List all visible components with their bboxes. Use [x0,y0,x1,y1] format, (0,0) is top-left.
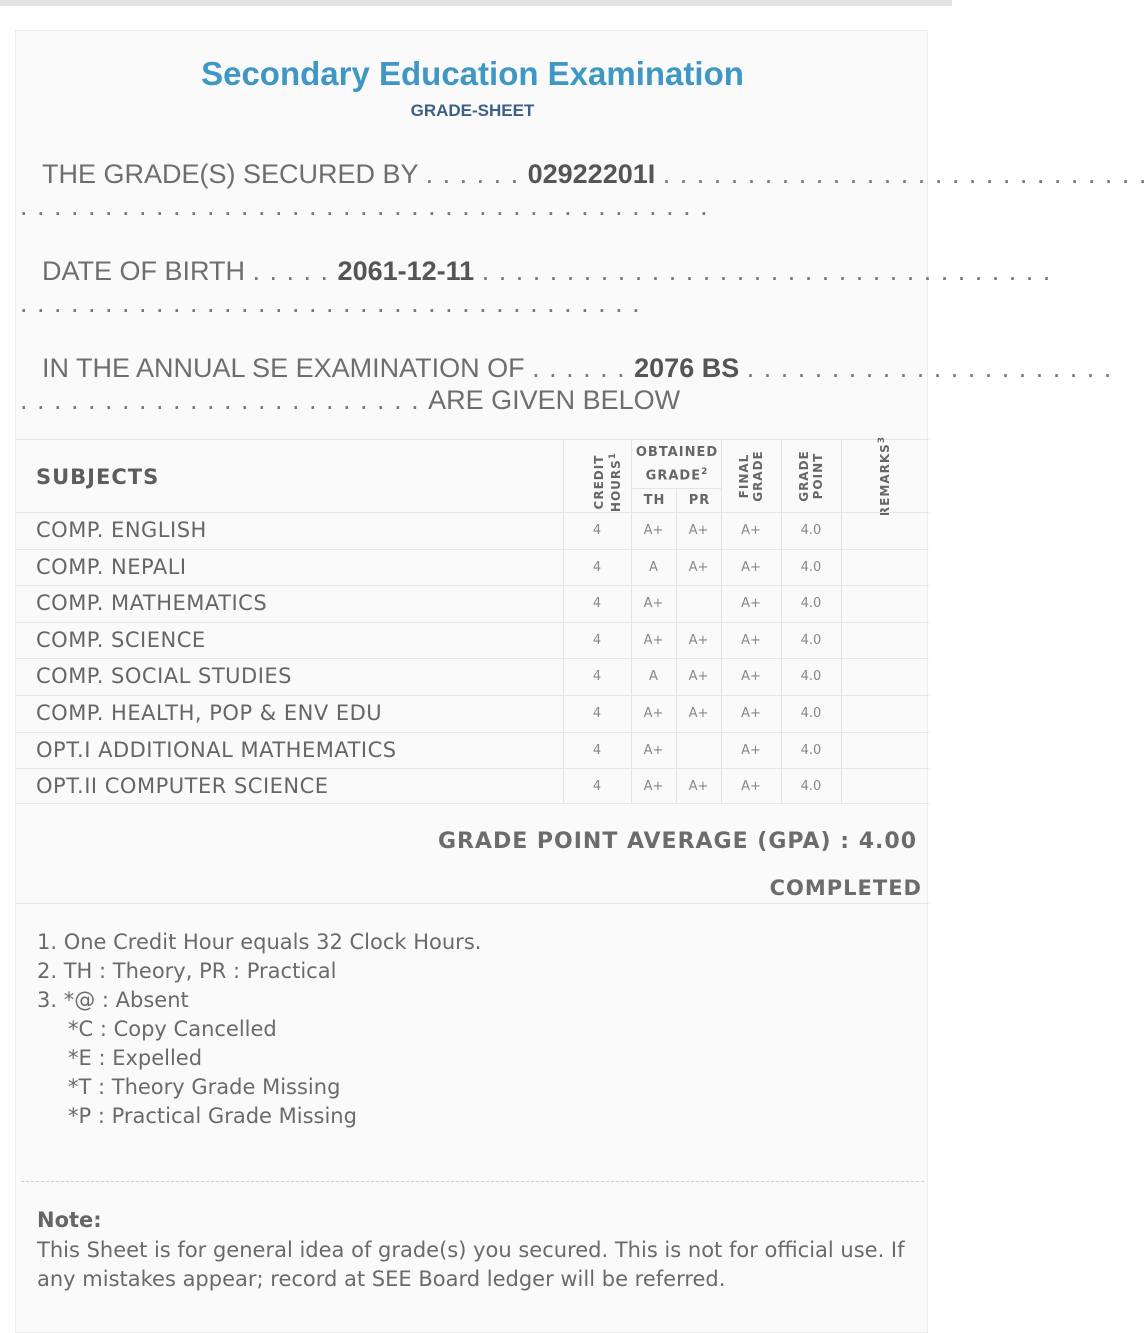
table-row [16,622,929,658]
header-subjects: SUBJECTS [36,465,160,489]
note-body: This Sheet is for general idea of grade(s) you secured. This is not for official use. If any mistakes appear; record at SEE Board ledger will be referred. [37,1238,905,1291]
header-th: TH [643,493,666,508]
legend [37,928,481,1131]
table-top-border [16,439,929,440]
header-grade-point: GRADE POINT [797,450,825,502]
cell-credit: 4 [592,706,602,721]
subject-name: COMP. ENGLISH [36,518,207,542]
legend-item: *T : Theory Grade Missing [68,1075,341,1099]
subject-name: OPT.II COMPUTER SCIENCE [36,774,329,799]
cell-final: A+ [741,632,761,648]
cell-th: A [649,559,658,575]
given-below-line: . . . . . . . . . . . . . . . . . . . . . . . . ARE GIVEN BELOW [20,385,681,415]
cell-final: A+ [741,779,761,795]
page-subtitle: GRADE-SHEET [410,101,535,120]
table-row [16,512,929,548]
cell-credit: 4 [592,523,602,538]
cell-final: A+ [741,596,761,612]
header-pr: PR [688,493,711,508]
cell-final: A+ [741,669,761,685]
cell-gp: 4.0 [800,632,822,648]
cell-th: A+ [643,706,664,721]
grade-sheet [15,30,1147,1333]
cell-final: A+ [741,706,761,721]
cell-credit: 4 [592,596,602,612]
subject-name: COMP. SCIENCE [36,627,206,652]
secured-by-line: THE GRADE(S) SECURED BY . . . . . . 02922201I . . . . . . . . . . . . . . . . . . . . . . . . . . . . . [42,159,1147,189]
cell-pr: A+ [688,632,709,648]
cell-pr: A+ [688,523,709,538]
cell-gp: 4.0 [800,742,822,758]
cell-final: A+ [741,742,761,758]
cell-pr: A+ [688,559,709,575]
table-row [16,585,929,621]
cell-th: A+ [643,632,664,648]
legend-item: *E : Expelled [68,1046,203,1070]
dashed-divider [21,1181,924,1182]
cell-gp: 4.0 [800,706,822,721]
cell-gp: 4.0 [800,596,822,612]
header-grade: GRADE$^2$ [645,467,709,484]
cell-gp: 4.0 [800,669,822,685]
table-bottom-border [16,803,929,804]
cell-final: A+ [741,559,761,575]
subject-name: COMP. SOCIAL STUDIES [36,664,293,689]
cell-credit: 4 [592,669,602,685]
cell-th: A+ [643,523,664,538]
dob-label: DATE OF BIRTH [42,256,246,286]
gpa-text: GRADE POINT AVERAGE (GPA) : 4.00 [437,829,917,854]
cell-pr: A+ [688,669,709,685]
cell-th: A+ [643,596,664,612]
status-text: COMPLETED [769,876,922,900]
cell-credit: 4 [592,632,602,648]
dob-value: 2061-12-11 [337,256,475,286]
cell-credit: 4 [592,559,602,575]
table-row [16,768,929,804]
table-row [16,695,929,731]
table-row [16,732,929,768]
exam-label: IN THE ANNUAL SE EXAMINATION OF [42,353,525,383]
dotted-line: . . . . . . . . . . . . . . . . . . . . . . . . . . . . . . . . . . . . . . . . . [20,191,709,221]
cell-credit: 4 [592,779,602,795]
subject-name: COMP. HEALTH, POP & ENV EDU [36,701,383,725]
summary-divider [16,903,929,904]
subject-name: COMP. MATHEMATICS [36,591,268,616]
note-title: Note: [37,1208,102,1232]
legend-item: 3. *@ : Absent [37,988,189,1012]
cell-gp: 4.0 [800,559,822,575]
legend-item: 1. One Credit Hour equals 32 Clock Hours. [37,930,482,954]
legend-item: *P : Practical Grade Missing [68,1104,357,1128]
table-row [16,549,929,585]
top-bar [0,0,952,6]
header-final-grade: FINAL GRADE [737,450,765,502]
header-obtained: OBTAINED [635,445,719,460]
header-remarks: REMARKS$^3$ [877,435,892,517]
dob-line: DATE OF BIRTH . . . . . 2061-12-11 . . . . . . . . . . . . . . . . . . . . . . . . . . . . . . . . . . [42,256,1052,286]
page-title: Secondary Education Examination [201,55,744,92]
cell-th: A+ [643,742,664,758]
symbol-number: 02922201I [527,159,656,189]
cell-credit: 4 [592,742,602,758]
legend-item: 2. TH : Theory, PR : Practical [37,959,337,983]
cell-pr: A+ [688,779,709,795]
table-row [16,658,929,694]
cell-gp: 4.0 [800,523,822,538]
cell-final: A+ [741,523,761,538]
dotted-line: . . . . . . . . . . . . . . . . . . . . . . . . . . . . . . . . . . . . . [20,288,641,318]
exam-year: 2076 BS [634,353,740,383]
header-credit-hours: CREDIT HOURS$^1$ [592,451,623,513]
given-below-label: ARE GIVEN BELOW [428,385,681,415]
secured-by-label: THE GRADE(S) SECURED BY [42,159,419,189]
subject-name: OPT.I ADDITIONAL MATHEMATICS [36,737,397,762]
cell-th: A [649,669,658,685]
subject-name: COMP. NEPALI [36,554,187,579]
cell-pr: A+ [688,706,709,721]
legend-item: *C : Copy Cancelled [68,1017,277,1041]
exam-line: IN THE ANNUAL SE EXAMINATION OF . . . . . . 2076 BS . . . . . . . . . . . . . . . . . . . . . . [42,353,1113,383]
cell-gp: 4.0 [800,779,822,795]
cell-th: A+ [643,779,664,795]
